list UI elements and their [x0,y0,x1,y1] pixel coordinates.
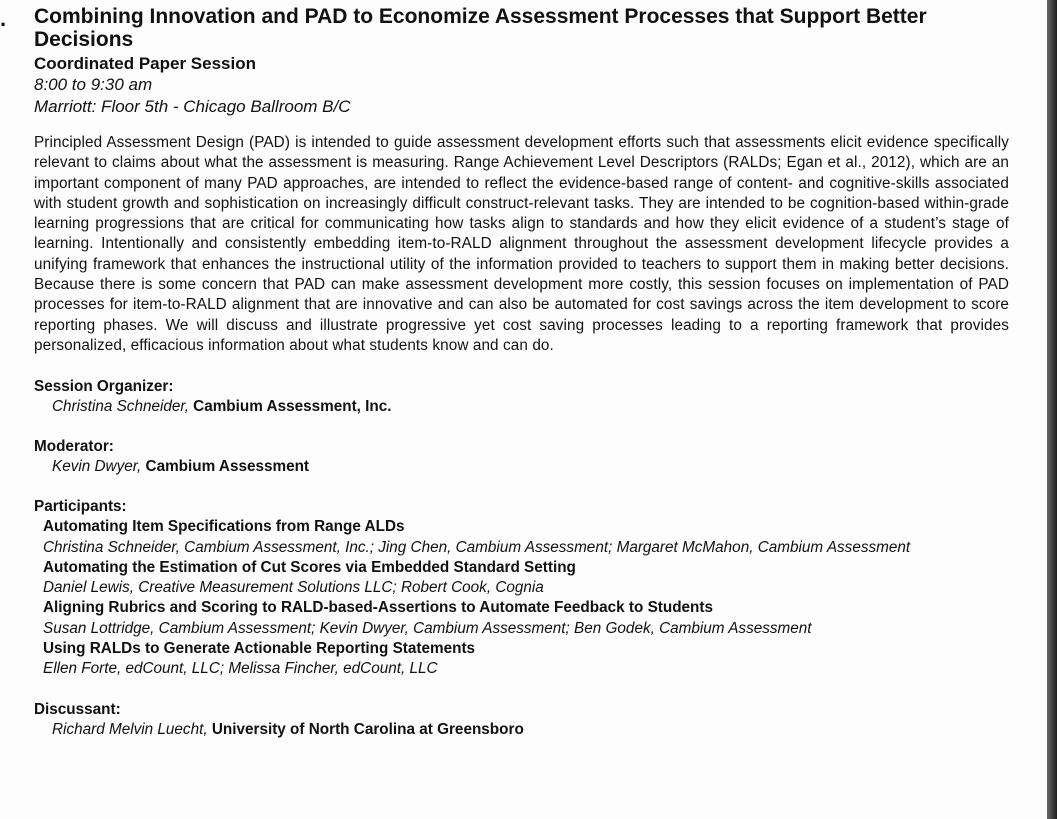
session-title: Combining Innovation and PAD to Economize Assessment Processes that Support Better Decisions [34,5,927,51]
page-edge-shadow [1047,0,1057,819]
organizer-block [34,377,1009,417]
discussant-affiliation: University of North Carolina at Greensboro [211,720,524,738]
paper-title: Using RALDs to Generate Actionable Reporting Statements [43,640,476,658]
session-abstract: Principled Assessment Design (PAD) is intended to guide assessment development efforts such that assessments elicit evidence specifically relevant to claims about what the assessment is measuring. Range Achievement Level Descriptors (RALDs; Egan et al., 2012), which are an important component of many PAD approaches, are intended to reflect the evidence-based range of content- and cognitive-skills associated with student growth and sophistication on increasingly difficult construct-relevant tasks. They are intended to be cognition-based within-grade learning progressions that are critical for communicating how tasks align to standards and how they elicit evidence of a student’s stage of learning. Intentionally and consistently embedding item-to-RALD alignment throughout the assessment development lifecycle provides a unifying framework that enhances the instructional utility of the information provided to teachers to support them in making better decisions. Because there is some concern that PAD can make assessment development more costly, this session focuses on implementation of PAD processes for item-to-RALD alignment that are innovative and can also be automated for cost savings across the item development to score reporting phases. We will discuss and illustrate progressive yet cost saving processes leading to a reporting framework that provides personalized, efficacious information about what students know and can do. [34,134,1009,354]
organizer-entry [34,397,1009,417]
paper-authors: Daniel Lewis, Creative Measurement Solutions LLC; Robert Cook, Cognia [43,579,544,597]
paper-item [34,558,1009,599]
participants-block [34,497,1009,679]
session-number: . [0,6,7,31]
session-entry [34,5,1009,740]
paper-authors: Susan Lottridge, Cambium Assessment; Kevin Dwyer, Cambium Assessment; Ben Godek, Cambium Assessment [43,619,812,637]
session-type: Coordinated Paper Session [34,54,256,73]
organizer-name: Christina Schneider, [52,398,189,416]
paper-authors: Ellen Forte, edCount, LLC; Melissa Fincher, edCount, LLC [43,660,438,678]
discussant-block [34,700,1009,740]
paper-item [34,598,1009,639]
paper-title: Automating Item Specifications from Range ALDs [43,518,405,536]
paper-title: Automating the Estimation of Cut Scores via Embedded Standard Setting [43,558,576,576]
organizer-affiliation: Cambium Assessment, Inc. [193,398,392,416]
moderator-affiliation: Cambium Assessment [145,458,310,476]
discussant-label: Discussant: [34,700,121,718]
paper-item [34,517,1009,558]
moderator-name: Kevin Dwyer, [52,458,142,476]
paper-item [34,639,1009,680]
session-time: 8:00 to 9:30 am [34,75,153,94]
organizer-label: Session Organizer: [34,378,174,396]
paper-title: Aligning Rubrics and Scoring to RALD-based-Assertions to Automate Feedback to Students [43,599,714,617]
session-location: Marriott: Floor 5th - Chicago Ballroom B/C [34,97,351,116]
participants-label: Participants: [34,498,127,516]
paper-authors: Christina Schneider, Cambium Assessment, Inc.; Jing Chen, Cambium Assessment; Margaret McMahon, Cambium Assessment [43,538,911,556]
discussant-name: Richard Melvin Luecht, [52,720,208,738]
moderator-entry [34,457,1009,477]
moderator-block [34,437,1009,477]
moderator-label: Moderator: [34,438,114,456]
discussant-entry [34,720,1009,740]
